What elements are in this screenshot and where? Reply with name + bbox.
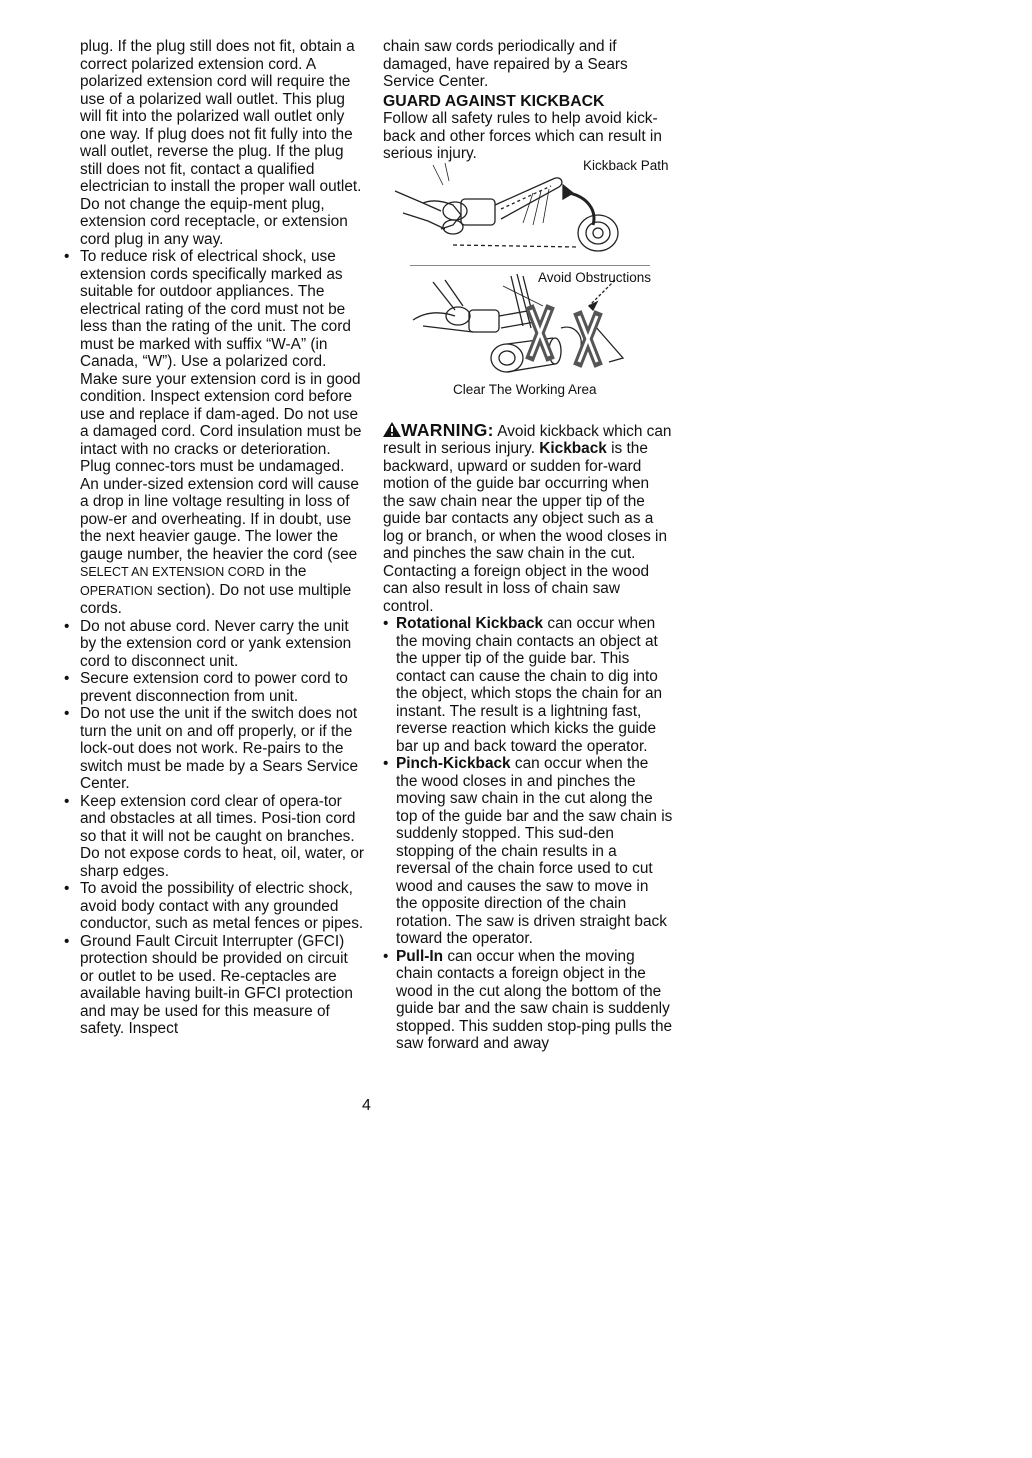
list-item-text: To avoid the possibility of electric shock, avoid body contact with any grounded conductor, such as metal fences or pipes.	[80, 880, 364, 932]
list-item-text: Do not use the unit if the switch does not turn the unit on and off properly, or if the lock-out does not work. Re-pairs to the switch must be made by a Sears Service Center.	[80, 705, 359, 792]
kickback-type-term: Pinch-Kickback	[396, 755, 511, 772]
list-item-text: Do not abuse cord. Never carry the unit by the extension cord or yank extension cord to disconnect unit.	[80, 617, 352, 670]
list-item	[64, 617, 365, 671]
continued-paragraph: chain saw cords periodically and if damaged, have repaired by a Sears Service Center.	[383, 38, 628, 90]
kickback-types-list	[383, 615, 673, 1053]
warning-text: is the backward, upward or sudden for-ward motion of the guide bar occurring when the saw chain near the upper tip of the guide bar contacts any object such as a log or branch, or when the wood closes in and pinches the saw chain in the cut. Contacting a foreign object in the wood can also result in loss of chain saw control.	[383, 440, 668, 615]
clear-working-area-label: Clear The Working Area	[453, 381, 597, 397]
list-item	[64, 705, 365, 793]
kickback-type-text: can occur when the moving chain contacts an object at the upper tip of the guide bar. This contact can cause the chain to dig into the object, which stops the chain for an instant. The result is a lightning fast, reverse reaction which kicks the guide bar up and back toward the operator.	[396, 615, 663, 755]
bullet-icon: •	[64, 705, 70, 722]
list-item-text: section). Do not use multiple cords.	[80, 581, 352, 617]
bullet-icon: •	[383, 615, 389, 632]
warning-text: Avoid kickback which can result in serious injury.	[383, 422, 672, 457]
kickback-term: Kickback	[539, 440, 607, 457]
kickback-type-term: Rotational Kickback	[396, 615, 544, 632]
bullet-icon: •	[64, 932, 70, 950]
section-reference: SELECT AN EXTENSION CORD	[80, 565, 265, 579]
warning-triangle-icon	[383, 422, 401, 437]
section-heading: GUARD AGAINST KICKBACK	[383, 92, 605, 110]
bullet-icon: •	[383, 947, 389, 965]
list-item	[383, 755, 673, 948]
list-item	[64, 248, 365, 618]
right-column	[383, 38, 673, 1053]
kickback-type-term: Pull-In	[396, 947, 444, 965]
section-intro: Follow all safety rules to help avoid kick-back and other forces which can result in serious injury.	[383, 110, 662, 162]
safety-bullet-list	[64, 248, 365, 1038]
kickback-type-text: can occur when the the wood closes in and pinches the moving saw chain in the cut along the top of the guide bar and the saw chain is suddenly stopped. This sud-den stopping of the chain results in a reversal of the chain force used to cut wood and causes the saw to move in the opposite direction of the chain rotation. The saw is driven straight back toward the operator.	[396, 755, 673, 947]
bullet-icon: •	[64, 880, 70, 897]
list-item-text: To reduce risk of electrical shock, use extension cords specifically marked as suitable for outdoor appliances. The electrical rating of the cord must not be less than the rating of the unit. The cord must be marked with suffix “W-A” (in Canada, “W”). Use a polarized cord. Make sure your extension cord is in good condition. Inspect extension cord before use and replace if dam-aged. Do not use a damaged cord. Cord insulation must be intact with no cracks or deterioration. Plug connec-tors must be undamaged. An under-sized extension cord will cause a drop in line voltage resulting in loss of pow-er and overheating. If in doubt, use the next heavier gauge. The lower the gauge number, the heavier the cord (see	[80, 248, 362, 563]
page-number: 4	[362, 1097, 371, 1114]
bullet-icon: •	[64, 617, 70, 635]
list-item-text: in the	[268, 563, 307, 580]
kickback-path-label: Kickback Path	[583, 157, 669, 173]
intro-paragraph: plug. If the plug still does not fit, obtain a correct polarized extension cord. A polarized extension cord will require the use of a polarized wall outlet. This plug will fit into the polarized wall outlet only one way. If plug does not fit fully into the wall outlet, reverse the plug. If the plug still does not fit, contact a qualified electrician to install the proper wall outlet. Do not change the equip-ment plug, extension cord receptacle, or extension cord plug in any way.	[80, 38, 362, 248]
list-item-text: Ground Fault Circuit Interrupter (GFCI) protection should be provided on circuit or outlet to be used. Re-ceptacles are available having built-in GFCI protection and may be used for this measure of safety. Inspect	[80, 932, 353, 1037]
warning-paragraph	[383, 419, 673, 616]
list-item-text: Keep extension cord clear of opera-tor and obstacles at all times. Posi-tion cord so that it will not be caught on branches. Do not expose cords to heat, oil, water, or sharp edges.	[80, 792, 365, 880]
bullet-icon: •	[64, 248, 70, 265]
avoid-obstructions-figure	[383, 266, 673, 400]
left-column	[64, 38, 365, 1038]
warning-label: WARNING:	[401, 419, 494, 440]
kickback-path-figure	[383, 157, 673, 255]
list-item	[383, 947, 673, 1053]
list-item	[64, 932, 365, 1038]
avoid-obstructions-label: Avoid Obstructions	[538, 269, 652, 285]
list-item	[64, 670, 365, 705]
list-item-text: Secure extension cord to power cord to prevent disconnection from unit.	[80, 670, 348, 705]
list-item	[64, 792, 365, 881]
bullet-icon: •	[64, 670, 70, 687]
bullet-icon: •	[64, 792, 70, 810]
list-item	[383, 615, 673, 755]
section-reference: OPERATION	[80, 583, 153, 598]
bullet-icon: •	[383, 755, 389, 772]
list-item	[64, 880, 365, 933]
kickback-type-text: can occur when the moving chain contacts a foreign object in the wood in the cut along the bottom of the guide bar and the saw chain is suddenly stopped. This sudden stop-ping pulls the saw forward and away	[396, 947, 673, 1052]
kickback-illustration	[383, 163, 673, 255]
